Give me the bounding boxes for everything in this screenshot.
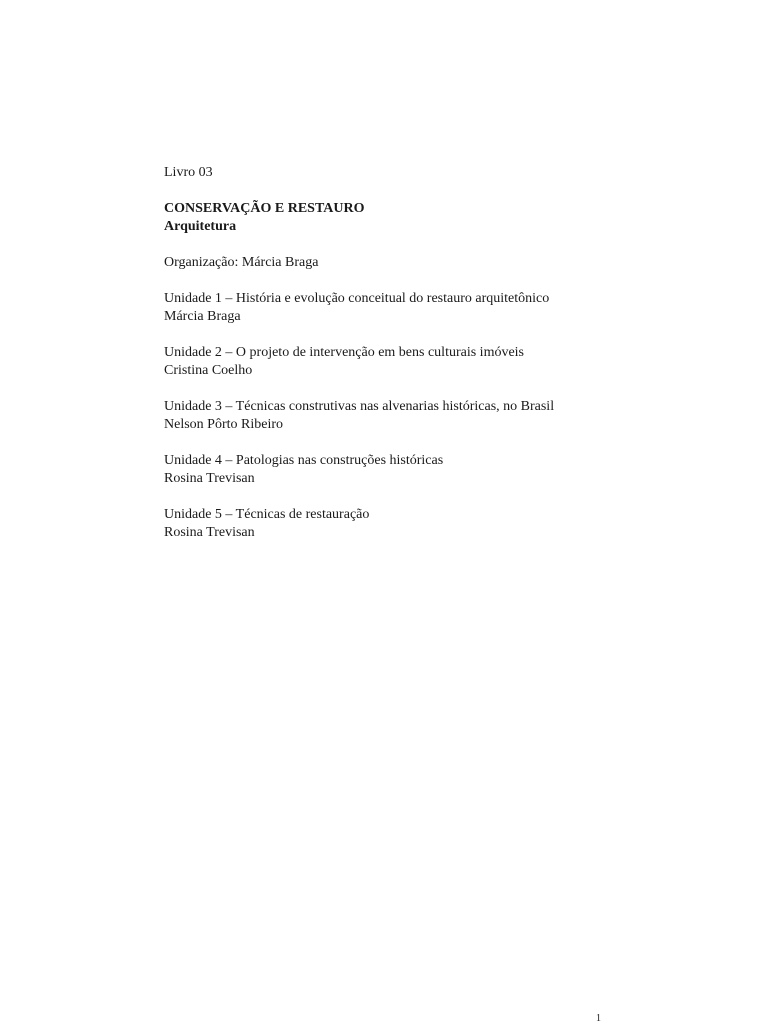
unit-author: Nelson Pôrto Ribeiro: [164, 417, 283, 432]
unit-author: Rosina Trevisan: [164, 471, 255, 486]
unit-entry-5: [164, 506, 724, 542]
unit-title: Unidade 2 – O projeto de intervenção em bens culturais imóveis: [164, 345, 525, 360]
page-content: [164, 164, 724, 560]
unit-entry-1: [164, 290, 724, 326]
unit-title: Unidade 1 – História e evolução conceitual do restauro arquitetônico: [164, 291, 550, 306]
unit-entry-3: [164, 398, 724, 434]
unit-author: Márcia Braga: [164, 309, 241, 324]
document-title: CONSERVAÇÃO E RESTAURO: [164, 201, 365, 216]
organization-line: Organização: Márcia Braga: [164, 255, 319, 270]
unit-author: Cristina Coelho: [164, 363, 253, 378]
book-label: Livro 03: [164, 165, 213, 180]
document-subtitle: Arquitetura: [164, 219, 237, 234]
page-number: 1: [596, 1013, 601, 1024]
unit-entry-4: [164, 452, 724, 488]
unit-entry-2: [164, 344, 724, 380]
unit-author: Rosina Trevisan: [164, 525, 255, 540]
unit-title: Unidade 4 – Patologias nas construções históricas: [164, 453, 444, 468]
unit-title: Unidade 3 – Técnicas construtivas nas alvenarias históricas, no Brasil: [164, 399, 555, 414]
title-block: [164, 200, 724, 236]
unit-title: Unidade 5 – Técnicas de restauração: [164, 507, 370, 522]
